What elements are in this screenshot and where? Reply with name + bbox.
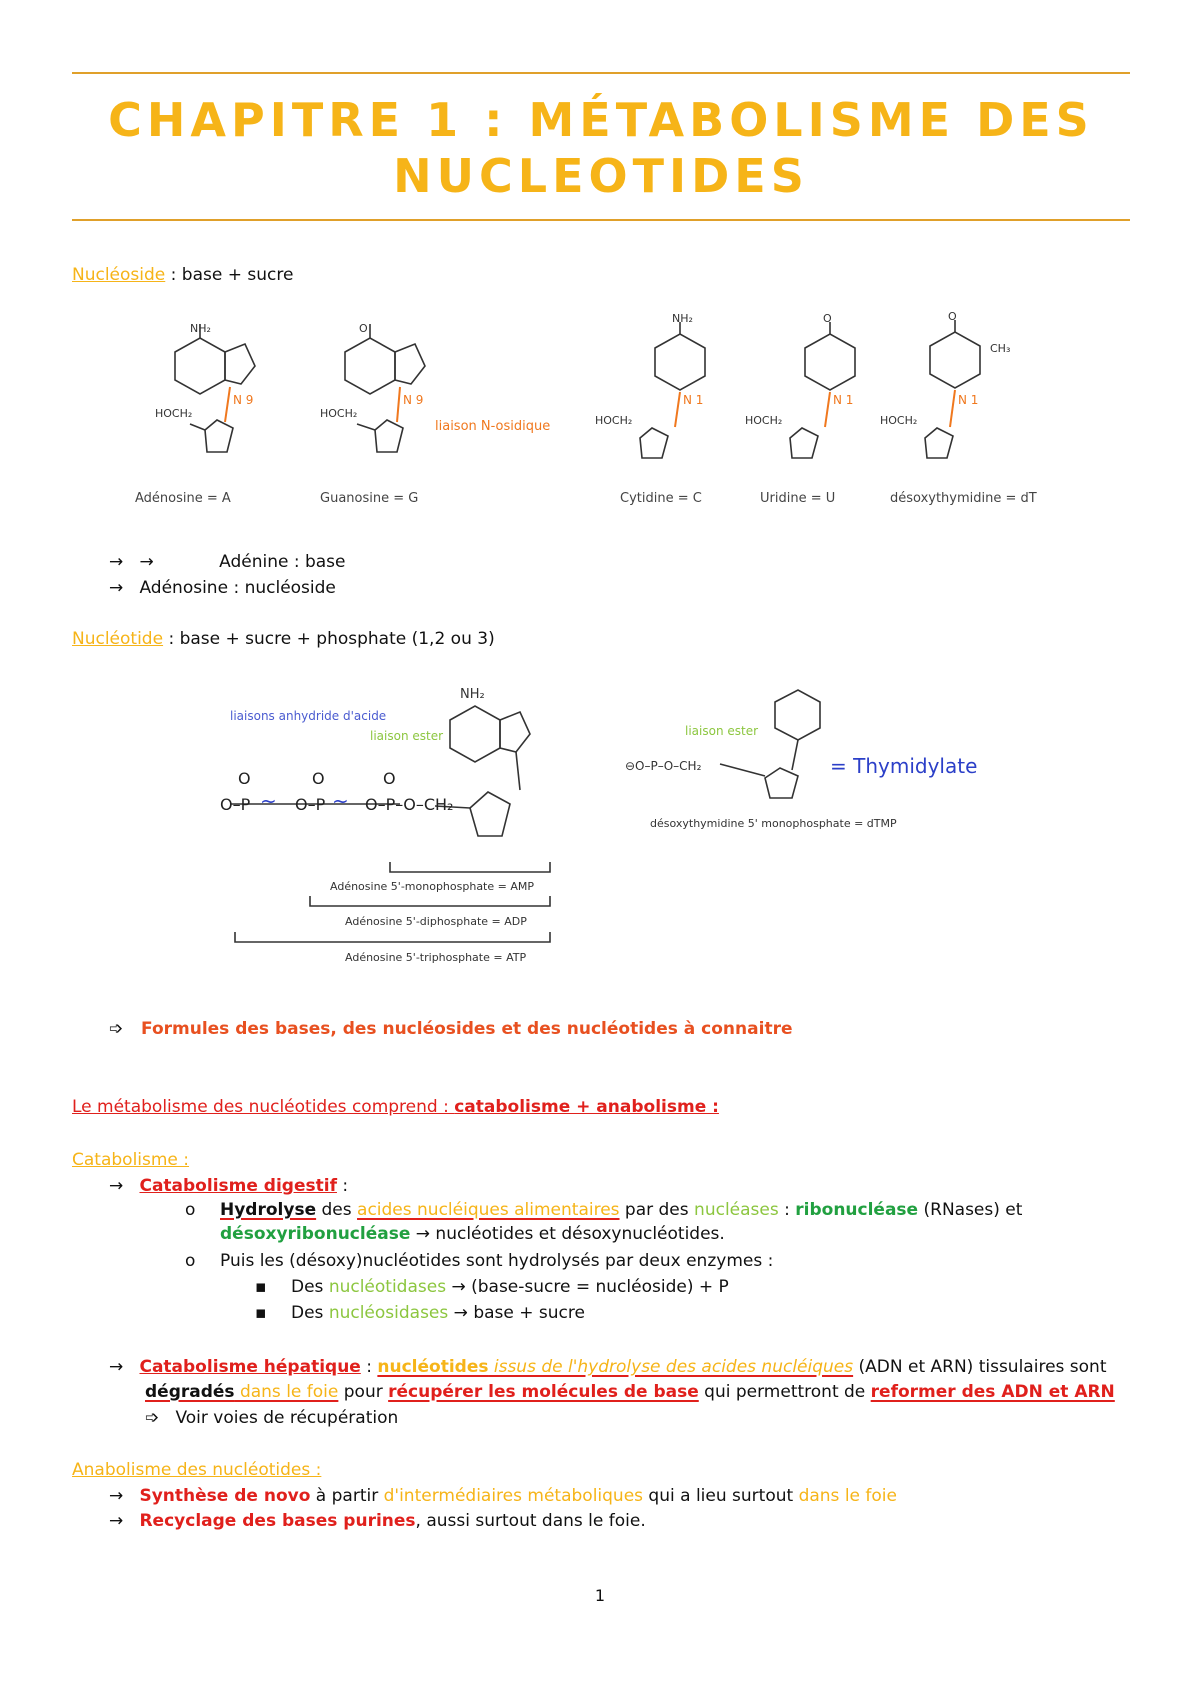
cytidine-structure xyxy=(640,322,705,458)
svg-text:N 9: N 9 xyxy=(403,393,424,407)
svg-text:O: O xyxy=(238,769,251,788)
nucleotides-figure xyxy=(220,680,980,980)
page-title: CHAPITRE 1 : MÉTABOLISME DES NUCLEOTIDES xyxy=(108,93,1094,203)
voir-voies-line: ➩ Voir voies de récupération xyxy=(145,1408,399,1428)
atp-label: Adénosine 5'-triphosphate = ATP xyxy=(345,951,527,964)
catabolisme-heading: Catabolisme : xyxy=(72,1150,190,1170)
svg-text:N 9: N 9 xyxy=(233,393,254,407)
svg-text:N 1: N 1 xyxy=(683,393,704,407)
nucleoside-term: Nucléoside xyxy=(72,265,166,285)
adenosine-text: Adénosine : nucléoside xyxy=(139,578,336,598)
svg-text:O–P: O–P xyxy=(220,795,251,814)
anhydride-label: liaisons anhydride d'acide xyxy=(230,709,387,723)
catabolisme-digestif: → Catabolisme digestif : xyxy=(109,1176,349,1196)
formules-note: ➩ Formules des bases, des nucléosides et des nucléotides à connaitre xyxy=(109,1019,793,1039)
ester-label: liaison ester xyxy=(370,729,444,743)
thymidylate-label: = Thymidylate xyxy=(830,754,978,778)
svg-text:O: O xyxy=(948,312,957,323)
uridine-structure xyxy=(790,322,855,458)
svg-text:HOCH₂: HOCH₂ xyxy=(880,414,918,427)
svg-text:NH₂: NH₂ xyxy=(190,322,211,335)
svg-text:O: O xyxy=(312,769,325,788)
ester-label-2: liaison ester xyxy=(685,724,759,738)
adenine-line: → → Adénine : base xyxy=(109,552,346,572)
amp-label: Adénosine 5'-monophosphate = AMP xyxy=(330,880,534,893)
desoxyribonuclease-line: désoxyribonucléase → nucléotides et désoxynucléotides. xyxy=(220,1224,725,1244)
anabolisme-heading: Anabolisme des nucléotides : xyxy=(72,1460,322,1480)
nucleosides-figure xyxy=(135,312,1065,517)
svg-text:N 1: N 1 xyxy=(958,393,979,407)
desoxynucleotides-line: o Puis les (désoxy)nucléotides sont hydrolysés par deux enzymes : xyxy=(185,1251,774,1271)
svg-text:O: O xyxy=(823,312,832,325)
svg-text:O–P: O–P xyxy=(295,795,326,814)
svg-text:O: O xyxy=(383,769,396,788)
svg-text:O: O xyxy=(359,322,368,335)
caption-deoxythymidine: désoxythymidine = dT xyxy=(890,491,1037,506)
metabolism-intro: Le métabolisme des nucléotides comprend : catabolisme + anabolisme : xyxy=(72,1097,719,1117)
digestif-label: Catabolisme digestif xyxy=(139,1176,337,1196)
svg-text:⊖O–P–O–CH₂: ⊖O–P–O–CH₂ xyxy=(625,759,702,773)
hydrolyse-line: o Hydrolyse des acides nucléiques alimentaires par des nucléases : ribonucléase (RNases) et xyxy=(185,1200,1023,1220)
caption-adenosine: Adénosine = A xyxy=(135,491,231,506)
svg-text:CH₃: CH₃ xyxy=(990,342,1011,355)
caption-cytidine: Cytidine = C xyxy=(620,491,702,506)
nucleotide-definition xyxy=(72,627,495,651)
deoxythymidine-structure xyxy=(925,320,980,458)
guanosine-structure xyxy=(345,324,425,452)
dtmp-label: désoxythymidine 5' monophosphate = dTMP xyxy=(650,817,897,830)
caption-guanosine: Guanosine = G xyxy=(320,491,419,506)
nucleotide-term: Nucléotide xyxy=(72,629,164,649)
adp-label: Adénosine 5'-diphosphate = ADP xyxy=(345,915,527,928)
svg-text:~: ~ xyxy=(332,789,349,813)
nucleoside-definition xyxy=(72,263,293,287)
adenine-text: Adénine : base xyxy=(219,552,346,572)
nucleotidases-line: ▪ Des nucléotidases → (base-sucre = nucléoside) + P xyxy=(255,1277,729,1297)
nucleotide-rest: : base + sucre + phosphate (1,2 ou 3) xyxy=(163,629,495,649)
catabolisme-hepatique: → Catabolisme hépatique : nucléotides issus de l'hydrolyse des acides nucléiques (ADN et ARN) tissulaires sont xyxy=(109,1357,1107,1377)
svg-text:HOCH₂: HOCH₂ xyxy=(155,407,193,420)
svg-text:~: ~ xyxy=(260,789,277,813)
recyclage-line: → Recyclage des bases purines, aussi surtout dans le foie. xyxy=(109,1511,646,1531)
caption-uridine: Uridine = U xyxy=(760,491,836,506)
synthese-line: → Synthèse de novo à partir d'intermédiaires métaboliques qui a lieu surtout dans le foie xyxy=(109,1486,897,1506)
svg-text:HOCH₂: HOCH₂ xyxy=(320,407,358,420)
svg-text:HOCH₂: HOCH₂ xyxy=(745,414,783,427)
page-number: 1 xyxy=(594,1586,606,1605)
formules-text: Formules des bases, des nucléosides et des nucléotides à connaitre xyxy=(141,1019,793,1039)
hepatique-line-2: dégradés dans le foie pour récupérer les molécules de base qui permettront de reformer des ADN et ARN xyxy=(145,1382,1115,1402)
svg-text:O–P–O–CH₂: O–P–O–CH₂ xyxy=(365,795,454,814)
nucleosidases-line: ▪ Des nucléosidases → base + sucre xyxy=(255,1303,585,1323)
title-rule-top xyxy=(72,72,1130,74)
title-rule-bottom xyxy=(72,219,1130,221)
n-glycosidic-label: liaison N-osidique xyxy=(435,419,551,434)
nucleoside-rest: : base + sucre xyxy=(165,265,294,285)
svg-text:N 1: N 1 xyxy=(833,393,854,407)
adenosine-structure xyxy=(175,324,255,452)
svg-text:HOCH₂: HOCH₂ xyxy=(595,414,633,427)
svg-text:NH₂: NH₂ xyxy=(460,687,485,702)
svg-text:NH₂: NH₂ xyxy=(672,312,693,325)
adenosine-line: → Adénosine : nucléoside xyxy=(109,578,336,598)
